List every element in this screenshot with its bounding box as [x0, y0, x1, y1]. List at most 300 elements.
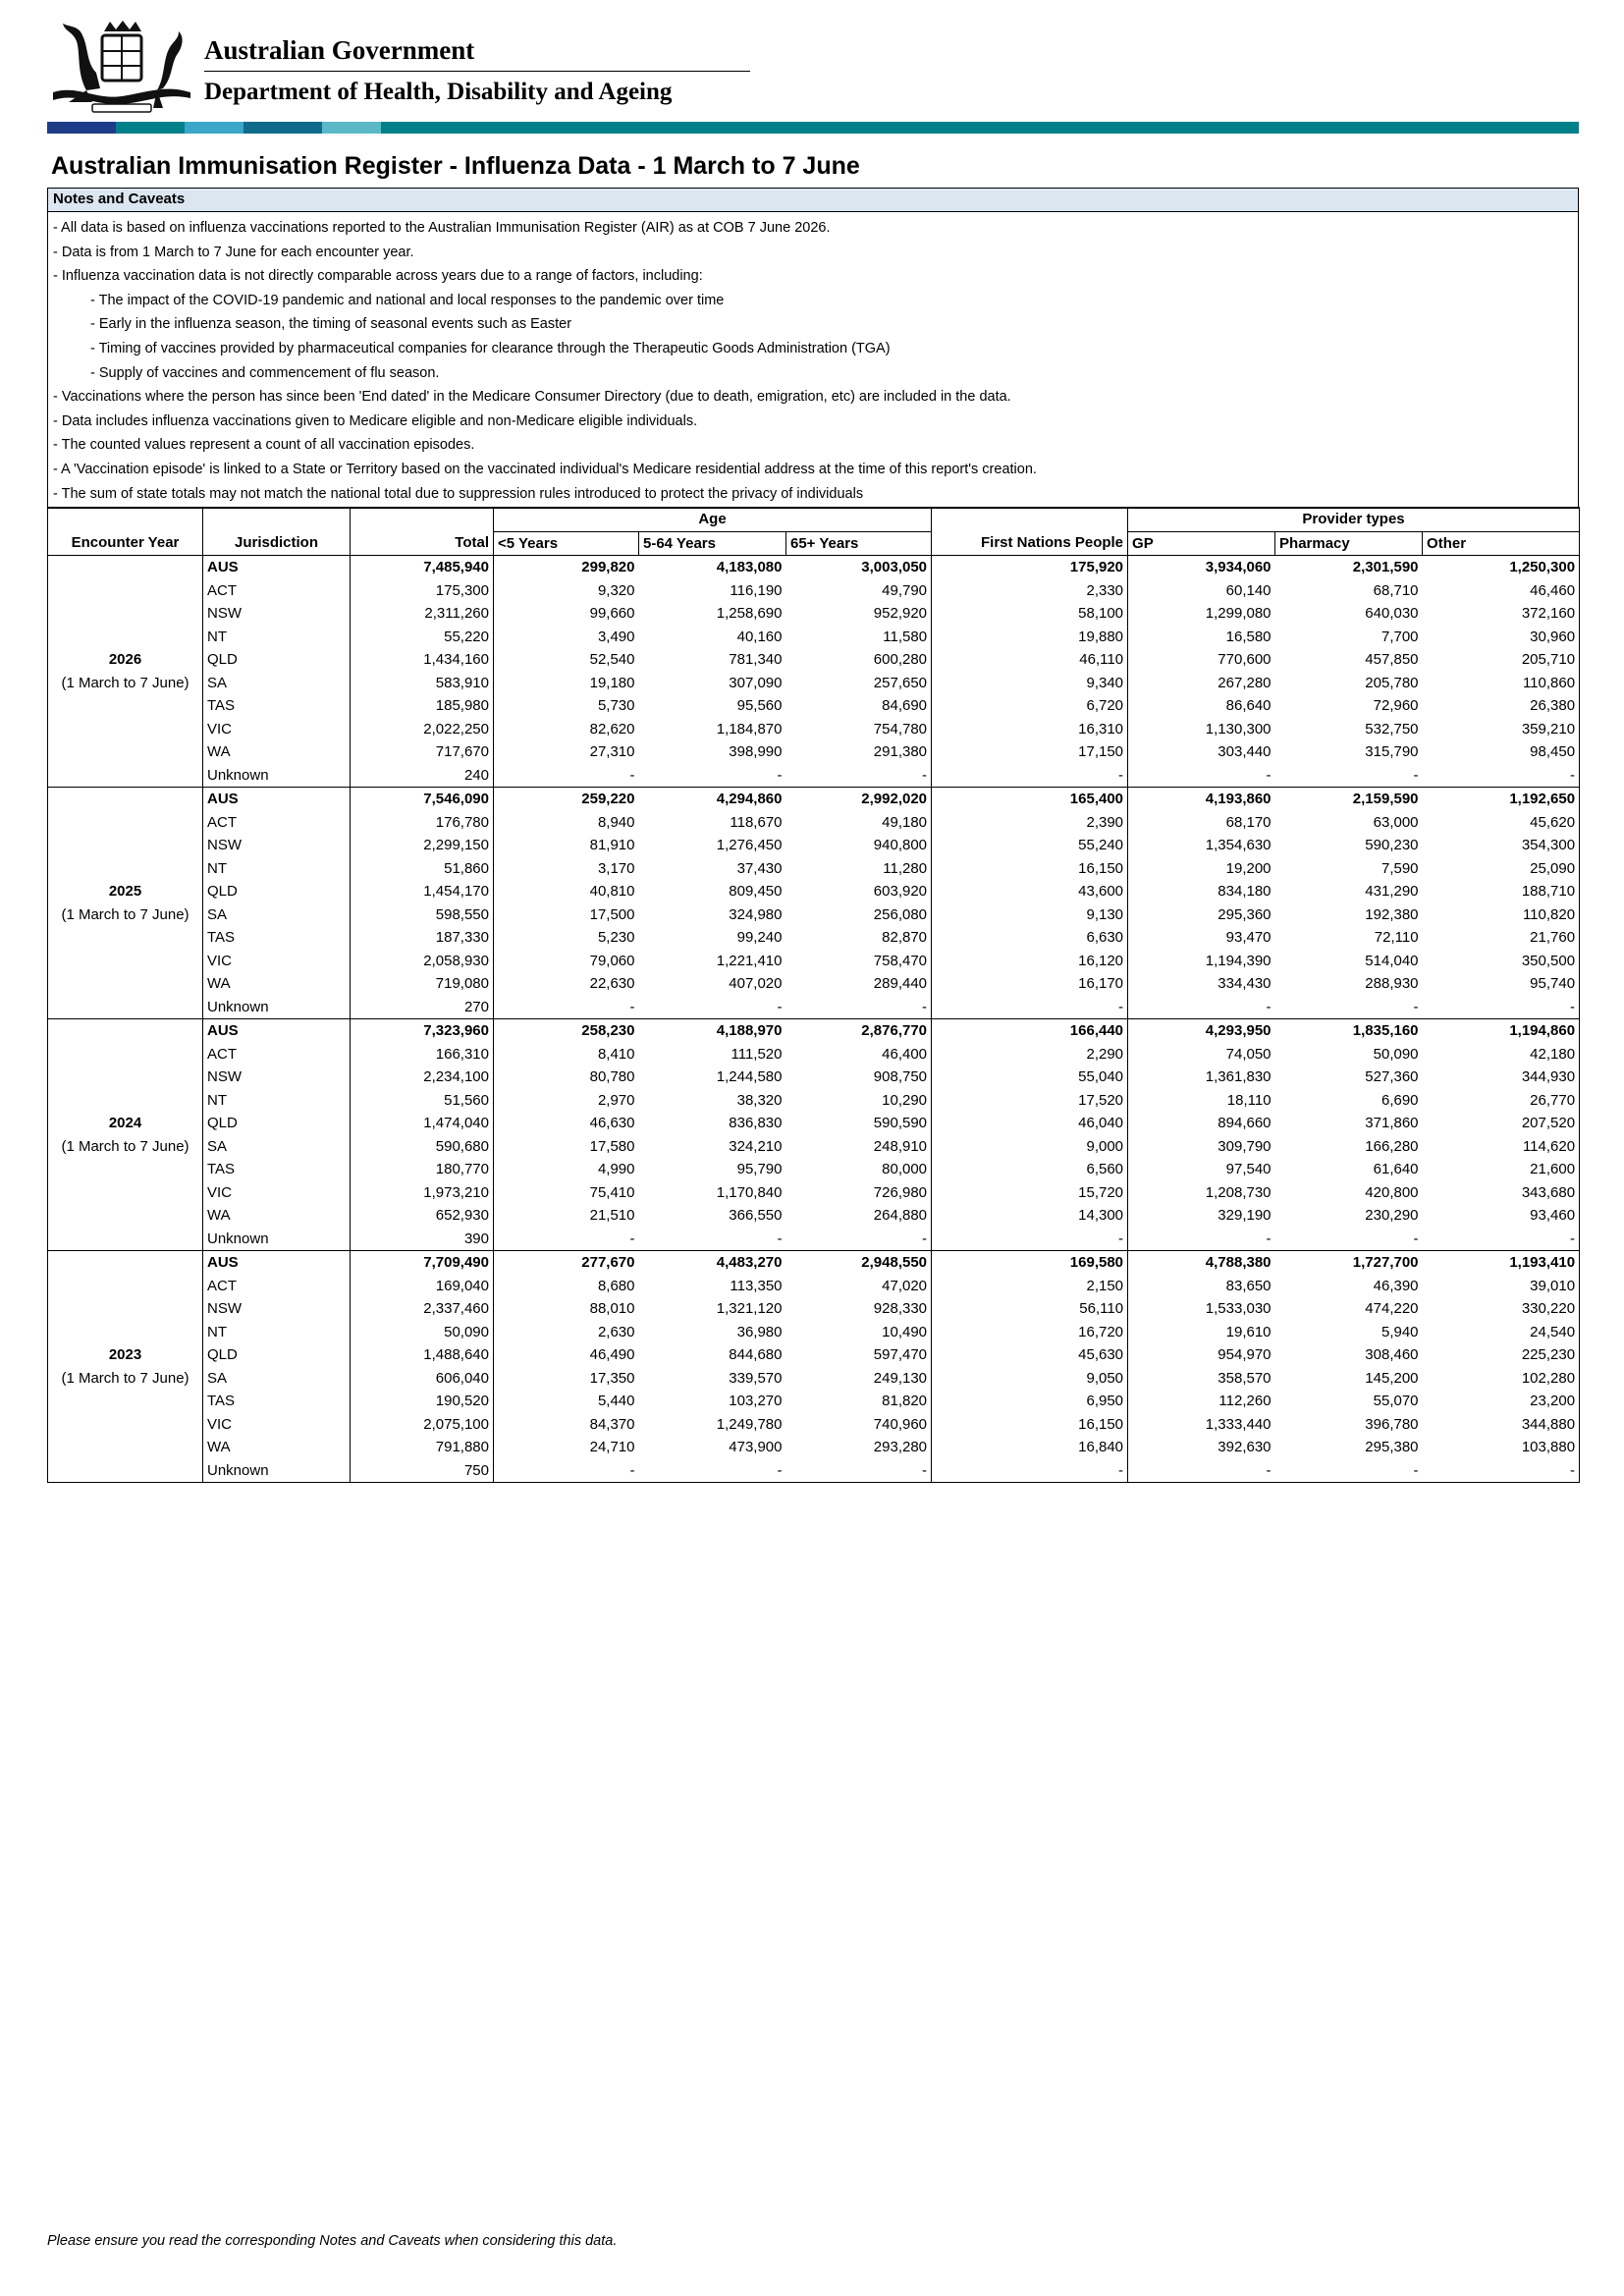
page-header	[47, 14, 1579, 120]
value-cell: 1,299,080	[1128, 602, 1275, 626]
encounter-year: 2025	[108, 882, 142, 900]
value-cell: 8,680	[494, 1275, 639, 1298]
value-cell: 770,600	[1128, 648, 1275, 672]
value-cell: 1,361,830	[1128, 1066, 1275, 1089]
value-cell: 640,030	[1365, 605, 1419, 622]
value-cell: 40,160	[736, 628, 783, 645]
value-cell: 928,330	[873, 1300, 928, 1317]
value-cell: 72,110	[1374, 929, 1419, 946]
value-cell: 407,020	[729, 975, 783, 992]
header-spacer	[932, 508, 1128, 532]
jurisdiction-cell: Unknown	[203, 1459, 351, 1483]
value-cell: 1,244,580	[716, 1068, 783, 1085]
header-spacer	[351, 508, 494, 532]
header-spacer	[48, 508, 203, 532]
jurisdiction-cell: Unknown	[203, 996, 351, 1019]
value-cell: 908,750	[873, 1068, 928, 1085]
value-cell: -	[639, 1459, 786, 1483]
value-cell: 6,950	[932, 1390, 1128, 1413]
value-cell: 1,249,780	[716, 1415, 783, 1433]
jurisdiction-cell: QLD	[203, 880, 351, 903]
value-cell: 754,780	[873, 720, 928, 738]
value-cell: 8,940	[494, 811, 639, 835]
value-cell: 79,060	[494, 950, 639, 973]
value-cell: 1,333,440	[1128, 1413, 1275, 1437]
value-cell: 55,040	[932, 1066, 1128, 1089]
jurisdiction-cell: AUS	[203, 1251, 351, 1275]
value-cell: 2,301,590	[1275, 556, 1423, 579]
value-cell: -	[1275, 996, 1423, 1019]
encounter-period: (1 March to 7 June)	[61, 1137, 189, 1155]
value-cell: 719,080	[351, 972, 494, 996]
value-cell: 295,380	[1365, 1439, 1419, 1455]
encounter-year-cell	[48, 1251, 203, 1483]
value-cell: 61,640	[1373, 1161, 1419, 1177]
value-cell: 225,230	[1423, 1343, 1580, 1367]
notes-panel	[47, 188, 1579, 509]
value-cell: 55,240	[932, 834, 1128, 857]
value-cell: 15,720	[932, 1181, 1128, 1205]
value-cell: 185,980	[351, 694, 494, 718]
value-cell: 49,180	[882, 813, 928, 831]
value-cell: 19,610	[1128, 1321, 1275, 1344]
table-row	[48, 1297, 1580, 1321]
value-cell: 4,193,860	[1128, 788, 1275, 811]
value-cell: 299,820	[494, 556, 639, 579]
jurisdiction-cell: NSW	[203, 602, 351, 626]
value-cell: -	[639, 996, 786, 1019]
note-line: - All data is based on influenza vaccinations reported to the Australian Immunisation Register (AIR) as at COB 7 June 2026.	[53, 220, 831, 236]
table-row	[48, 857, 1580, 881]
value-cell: 598,550	[351, 903, 494, 927]
value-cell: 18,110	[1128, 1089, 1275, 1113]
value-cell: 207,520	[1423, 1112, 1580, 1135]
table-row	[48, 1459, 1580, 1483]
jurisdiction-cell: SA	[203, 903, 351, 927]
table-row	[48, 579, 1580, 603]
value-cell: 11,280	[883, 859, 928, 877]
value-cell: 111,520	[731, 1045, 783, 1063]
table-row	[48, 926, 1580, 950]
table-row	[48, 1089, 1580, 1113]
table-row	[48, 1181, 1580, 1205]
value-cell: 2,234,100	[351, 1066, 494, 1089]
value-cell: 532,750	[1365, 720, 1419, 738]
value-cell: 4,294,860	[639, 788, 786, 811]
value-cell: 3,490	[494, 626, 639, 649]
value-cell: 81,910	[494, 834, 639, 857]
value-cell: 99,240	[736, 929, 783, 946]
value-cell: 3,934,060	[1128, 556, 1275, 579]
value-cell: 372,160	[1423, 602, 1580, 626]
value-cell: 192,380	[1365, 905, 1419, 923]
value-cell: 420,800	[1365, 1183, 1419, 1201]
note-line: - Timing of vaccines provided by pharmaceutical companies for clearance through the Therapeutic Goods Administration (TGA)	[90, 340, 891, 356]
value-cell: 1,192,650	[1423, 788, 1580, 811]
value-cell: 5,940	[1380, 1323, 1419, 1340]
jurisdiction-cell: NT	[203, 857, 351, 881]
value-cell: 527,360	[1365, 1068, 1419, 1085]
value-cell: 63,000	[1373, 813, 1419, 831]
value-cell: 1,533,030	[1128, 1297, 1275, 1321]
value-cell: 295,360	[1128, 903, 1275, 927]
value-cell: 2,299,150	[351, 834, 494, 857]
value-cell: -	[786, 1459, 932, 1483]
value-cell: 2,337,460	[351, 1297, 494, 1321]
value-cell: 359,210	[1423, 718, 1580, 741]
notes-heading: Notes and Caveats	[48, 189, 1578, 212]
col-65-plus: 65+ Years	[786, 531, 932, 556]
value-cell: 175,920	[932, 556, 1128, 579]
jurisdiction-cell: VIC	[203, 718, 351, 741]
value-cell: 2,390	[932, 811, 1128, 835]
value-cell: 652,930	[351, 1204, 494, 1228]
value-cell: 43,600	[932, 880, 1128, 903]
table-row	[48, 1413, 1580, 1437]
value-cell: -	[786, 996, 932, 1019]
value-cell: 103,880	[1423, 1436, 1580, 1459]
value-cell: 2,970	[494, 1089, 639, 1113]
value-cell: 50,090	[1373, 1045, 1419, 1063]
value-cell: -	[1423, 764, 1580, 788]
value-cell: 46,040	[932, 1112, 1128, 1135]
value-cell: 339,570	[729, 1369, 783, 1387]
encounter-year: 2026	[108, 650, 142, 668]
value-cell: -	[1423, 1459, 1580, 1483]
table-row	[48, 1019, 1580, 1043]
value-cell: 2,159,590	[1275, 788, 1423, 811]
value-cell: -	[1128, 1228, 1275, 1251]
value-cell: 603,920	[873, 883, 928, 900]
value-cell: 7,590	[1380, 859, 1419, 877]
value-cell: 46,630	[494, 1112, 639, 1135]
col-pharmacy: Pharmacy	[1275, 531, 1423, 556]
value-cell: 1,208,730	[1128, 1181, 1275, 1205]
table-row	[48, 648, 1580, 672]
value-cell: 390	[351, 1228, 494, 1251]
note-line: - Data includes influenza vaccinations given to Medicare eligible and non-Medicare eligible individuals.	[53, 412, 698, 429]
value-cell: 258,230	[494, 1019, 639, 1043]
value-cell: 5,730	[494, 694, 639, 718]
value-cell: 2,876,770	[786, 1019, 932, 1043]
value-cell: -	[786, 1228, 932, 1251]
value-cell: 165,400	[932, 788, 1128, 811]
value-cell: 740,960	[873, 1415, 928, 1433]
value-cell: 717,670	[351, 740, 494, 764]
jurisdiction-cell: WA	[203, 972, 351, 996]
value-cell: 16,150	[932, 1413, 1128, 1437]
value-cell: 343,680	[1423, 1181, 1580, 1205]
value-cell: 834,180	[1128, 880, 1275, 903]
value-cell: 27,310	[494, 740, 639, 764]
value-cell: 3,003,050	[786, 556, 932, 579]
value-cell: 10,290	[882, 1091, 928, 1109]
table-row	[48, 1251, 1580, 1275]
col-gp: GP	[1128, 531, 1275, 556]
note-line: - Early in the influenza season, the timing of seasonal events such as Easter	[90, 316, 572, 333]
value-cell: -	[494, 764, 639, 788]
value-cell: 1,835,160	[1275, 1019, 1423, 1043]
value-cell: 2,948,550	[786, 1251, 932, 1275]
government-name: Australian Government	[204, 35, 475, 65]
value-cell: 1,193,410	[1423, 1251, 1580, 1275]
value-cell: 5,230	[494, 926, 639, 950]
value-cell: 1,454,170	[351, 880, 494, 903]
value-cell: 2,290	[932, 1043, 1128, 1066]
value-cell: -	[639, 1228, 786, 1251]
value-cell: 7,485,940	[351, 556, 494, 579]
value-cell: 6,630	[932, 926, 1128, 950]
value-cell: 103,270	[729, 1393, 783, 1409]
value-cell: -	[1275, 1228, 1423, 1251]
value-cell: -	[1128, 996, 1275, 1019]
value-cell: 514,040	[1365, 952, 1419, 969]
value-cell: 52,540	[494, 648, 639, 672]
value-cell: -	[494, 1459, 639, 1483]
value-cell: 95,790	[736, 1161, 783, 1177]
value-cell: 1,130,300	[1128, 718, 1275, 741]
value-cell: -	[932, 764, 1128, 788]
jurisdiction-cell: QLD	[203, 1112, 351, 1135]
value-cell: 240	[351, 764, 494, 788]
table-row	[48, 764, 1580, 788]
value-cell: 392,630	[1128, 1436, 1275, 1459]
value-cell: 166,280	[1365, 1137, 1419, 1155]
value-cell: 597,470	[873, 1346, 928, 1363]
value-cell: 4,293,950	[1128, 1019, 1275, 1043]
value-cell: 474,220	[1365, 1300, 1419, 1317]
value-cell: 4,183,080	[639, 556, 786, 579]
note-line: - The impact of the COVID-19 pandemic and national and local responses to the pandemic over time	[90, 292, 725, 308]
value-cell: 68,170	[1128, 811, 1275, 835]
value-cell: 45,620	[1423, 811, 1580, 835]
value-cell: 21,760	[1423, 926, 1580, 950]
jurisdiction-cell: ACT	[203, 579, 351, 603]
table-row	[48, 1343, 1580, 1367]
jurisdiction-cell: TAS	[203, 1158, 351, 1181]
col-encounter-year: Encounter Year	[48, 531, 203, 556]
value-cell: 2,022,250	[351, 718, 494, 741]
document-title: Australian Immunisation Register - Influenza Data - 1 March to 7 June	[51, 152, 860, 180]
col-jurisdiction: Jurisdiction	[203, 531, 351, 556]
value-cell: 46,490	[494, 1343, 639, 1367]
value-cell: 55,220	[351, 626, 494, 649]
value-cell: 16,720	[932, 1321, 1128, 1344]
col-first-nations: First Nations People	[932, 531, 1128, 556]
value-cell: 4,788,380	[1128, 1251, 1275, 1275]
value-cell: 606,040	[351, 1367, 494, 1391]
value-cell: -	[1128, 764, 1275, 788]
jurisdiction-cell: VIC	[203, 950, 351, 973]
value-cell: 590,230	[1365, 837, 1419, 853]
value-cell: 51,860	[351, 857, 494, 881]
jurisdiction-cell: AUS	[203, 1019, 351, 1043]
value-cell: 21,510	[494, 1204, 639, 1228]
value-cell: 289,440	[873, 975, 928, 992]
table-row	[48, 1275, 1580, 1298]
table-row	[48, 718, 1580, 741]
value-cell: 11,580	[883, 628, 928, 645]
value-cell: 16,120	[932, 950, 1128, 973]
value-cell: 257,650	[873, 674, 928, 691]
table-row	[48, 1436, 1580, 1459]
value-cell: 344,880	[1423, 1413, 1580, 1437]
value-cell: 230,290	[1365, 1207, 1419, 1224]
value-cell: 7,323,960	[351, 1019, 494, 1043]
value-cell: 84,370	[494, 1413, 639, 1437]
jurisdiction-cell: SA	[203, 672, 351, 695]
jurisdiction-cell: WA	[203, 740, 351, 764]
value-cell: 750	[351, 1459, 494, 1483]
value-cell: 60,140	[1128, 579, 1275, 603]
value-cell: 256,080	[873, 905, 928, 923]
value-cell: 248,910	[873, 1137, 928, 1155]
value-cell: 781,340	[729, 651, 783, 668]
table-row	[48, 626, 1580, 649]
value-cell: 17,580	[494, 1135, 639, 1159]
value-cell: -	[786, 764, 932, 788]
jurisdiction-cell: QLD	[203, 648, 351, 672]
value-cell: 114,620	[1423, 1135, 1580, 1159]
value-cell: 88,010	[494, 1297, 639, 1321]
value-cell: 83,650	[1128, 1275, 1275, 1298]
value-cell: 1,276,450	[716, 837, 783, 853]
jurisdiction-cell: NT	[203, 1089, 351, 1113]
jurisdiction-cell: VIC	[203, 1413, 351, 1437]
value-cell: 97,540	[1128, 1158, 1275, 1181]
value-cell: 315,790	[1365, 743, 1419, 760]
value-cell: 166,310	[351, 1043, 494, 1066]
value-cell: -	[494, 996, 639, 1019]
value-cell: 270	[351, 996, 494, 1019]
value-cell: 19,200	[1128, 857, 1275, 881]
value-cell: 98,450	[1423, 740, 1580, 764]
value-cell: 6,690	[1380, 1091, 1419, 1109]
value-cell: 267,280	[1128, 672, 1275, 695]
table-row	[48, 1204, 1580, 1228]
value-cell: 17,520	[932, 1089, 1128, 1113]
notes-body	[48, 212, 1578, 508]
table-row	[48, 1158, 1580, 1181]
value-cell: 16,150	[932, 857, 1128, 881]
table-row	[48, 694, 1580, 718]
value-cell: 431,290	[1365, 883, 1419, 900]
value-cell: 473,900	[729, 1439, 783, 1455]
value-cell: 7,700	[1380, 628, 1419, 645]
jurisdiction-cell: TAS	[203, 694, 351, 718]
value-cell: 2,150	[932, 1275, 1128, 1298]
value-cell: 836,830	[729, 1115, 783, 1131]
jurisdiction-cell: NSW	[203, 1066, 351, 1089]
table-row	[48, 880, 1580, 903]
jurisdiction-cell: QLD	[203, 1343, 351, 1367]
value-cell: 2,992,020	[786, 788, 932, 811]
value-cell: 175,300	[351, 579, 494, 603]
value-cell: 16,580	[1128, 626, 1275, 649]
jurisdiction-cell: NT	[203, 626, 351, 649]
value-cell: 954,970	[1128, 1343, 1275, 1367]
coat-of-arms-icon	[47, 14, 194, 116]
jurisdiction-cell: VIC	[203, 1181, 351, 1205]
value-cell: 82,870	[882, 929, 928, 946]
value-cell: 1,258,690	[716, 605, 783, 622]
value-cell: 95,740	[1423, 972, 1580, 996]
value-cell: 30,960	[1423, 626, 1580, 649]
value-cell: 358,570	[1128, 1367, 1275, 1391]
value-cell: 344,930	[1423, 1066, 1580, 1089]
value-cell: 95,560	[736, 697, 783, 714]
value-cell: 112,260	[1128, 1390, 1275, 1413]
value-cell: 303,440	[1128, 740, 1275, 764]
value-cell: 102,280	[1423, 1367, 1580, 1391]
value-cell: 46,110	[932, 648, 1128, 672]
value-cell: 264,880	[873, 1207, 928, 1224]
col-total: Total	[351, 531, 494, 556]
table-row	[48, 811, 1580, 835]
value-cell: 398,990	[729, 743, 783, 760]
value-cell: 14,300	[932, 1204, 1128, 1228]
value-cell: 2,630	[494, 1321, 639, 1344]
value-cell: 16,840	[932, 1436, 1128, 1459]
table-row	[48, 1112, 1580, 1135]
table-row	[48, 556, 1580, 579]
value-cell: 46,460	[1423, 579, 1580, 603]
value-cell: 259,220	[494, 788, 639, 811]
value-cell: 350,500	[1423, 950, 1580, 973]
value-cell: 68,710	[1373, 581, 1419, 599]
value-cell: 334,430	[1128, 972, 1275, 996]
value-cell: 72,960	[1373, 697, 1419, 714]
value-cell: 6,720	[932, 694, 1128, 718]
jurisdiction-cell: Unknown	[203, 764, 351, 788]
value-cell: 113,350	[730, 1277, 783, 1294]
value-cell: 293,280	[873, 1439, 928, 1455]
value-cell: 45,630	[932, 1343, 1128, 1367]
encounter-year: 2024	[108, 1114, 142, 1131]
table-row	[48, 602, 1580, 626]
value-cell: 49,790	[882, 581, 928, 599]
value-cell: 19,880	[932, 626, 1128, 649]
jurisdiction-cell: WA	[203, 1204, 351, 1228]
col-other: Other	[1423, 531, 1580, 556]
value-cell: 8,410	[494, 1043, 639, 1066]
value-cell: 590,590	[873, 1115, 928, 1131]
brand-stripe	[47, 122, 1579, 134]
value-cell: 371,860	[1365, 1115, 1419, 1131]
value-cell: 758,470	[873, 952, 928, 969]
value-cell: 38,320	[736, 1091, 783, 1109]
value-cell: 9,130	[932, 903, 1128, 927]
value-cell: 1,250,300	[1423, 556, 1580, 579]
value-cell: 457,850	[1365, 651, 1419, 668]
value-cell: 894,660	[1128, 1112, 1275, 1135]
table-row	[48, 1135, 1580, 1159]
value-cell: 1,194,390	[1128, 950, 1275, 973]
value-cell: 7,546,090	[351, 788, 494, 811]
value-cell: 16,170	[932, 972, 1128, 996]
jurisdiction-cell: WA	[203, 1436, 351, 1459]
value-cell: 187,330	[351, 926, 494, 950]
table-row	[48, 834, 1580, 857]
note-line: - Data is from 1 March to 7 June for each encounter year.	[53, 244, 414, 260]
col-5-64: 5-64 Years	[639, 531, 786, 556]
value-cell: 180,770	[351, 1158, 494, 1181]
value-cell: 1,321,120	[716, 1300, 783, 1317]
table-row	[48, 1066, 1580, 1089]
value-cell: 2,058,930	[351, 950, 494, 973]
value-cell: 9,320	[494, 579, 639, 603]
jurisdiction-cell: TAS	[203, 926, 351, 950]
